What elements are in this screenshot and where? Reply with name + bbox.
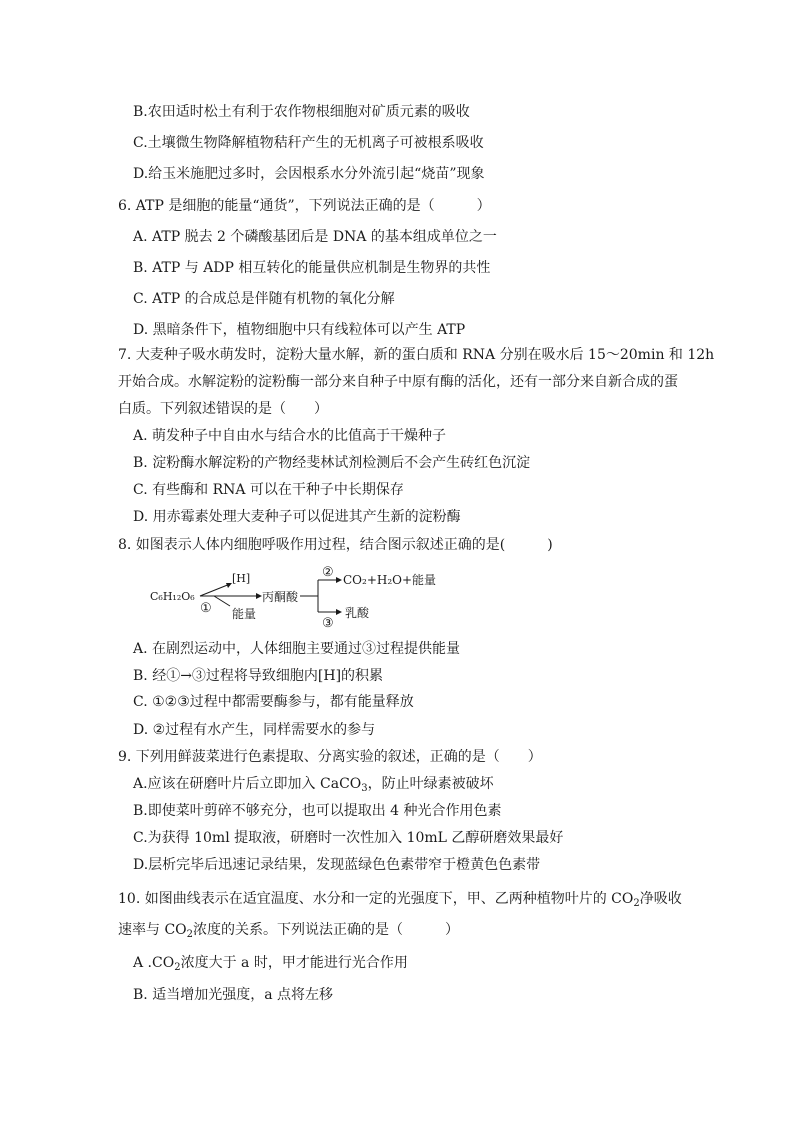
co2-h2o-energy-label: CO₂+H₂O+能量 [343, 573, 437, 587]
glucose-label: C₆H₁₂O₆ [150, 590, 195, 603]
q10-option-a-subscript: 2 [174, 962, 181, 973]
q5-option-d: D.给玉米施肥过多时，会因根系水分外流引起“烧苗”现象 [133, 166, 485, 182]
q7-stem-line-3: 白质。下列叙述错误的是（ ） [118, 401, 328, 417]
h-label: [H] [232, 572, 251, 585]
q9-option-a [133, 774, 494, 799]
q10-stem-text: 10. 如图曲线表示在适宜温度、水分和一定的光强度下，甲、乙两种植物叶片的 CO [118, 891, 634, 907]
q9-option-d: D.层析完毕后迅速记录结果，发现蓝绿色色素带窄于橙黄色色素带 [133, 857, 541, 873]
cell-respiration-diagram [148, 566, 448, 628]
q10-stem-text-2: 净吸收 [639, 891, 682, 907]
q7-option-a: A. 萌发种子中自由水与结合水的比值高于干燥种子 [133, 428, 447, 444]
step-2-label: ② [322, 566, 334, 580]
q6-stem: 6. ATP 是细胞的能量“通货”，下列说法正确的是（ ） [118, 198, 491, 214]
q10-stem2-text: 速率与 CO [118, 922, 187, 938]
q5-option-b: B.农田适时松土有利于农作物根细胞对矿质元素的吸收 [133, 104, 470, 120]
lactate-label: 乳酸 [345, 606, 370, 620]
pyruvate-label: 丙酮酸 [262, 590, 299, 604]
q6-option-a: A. ATP 脱去 2 个磷酸基团后是 DNA 的基本组成单位之一 [133, 229, 497, 245]
energy-label: 能量 [232, 607, 257, 621]
q10-stem-subscript: 2 [633, 898, 640, 909]
q10-option-a-text-2: 浓度大于 a 时，甲才能进行光合作用 [180, 955, 408, 971]
q8-stem: 8. 如图表示人体内细胞呼吸作用过程，结合图示叙述正确的是( ) [118, 537, 553, 553]
q6-option-b: B. ATP 与 ADP 相互转化的能量供应机制是生物界的共性 [133, 260, 491, 276]
q9-option-a-text: A.应该在研磨叶片后立即加入 CaCO [133, 776, 362, 792]
step-1-label: ① [200, 601, 212, 616]
q10-stem-line-2 [118, 920, 459, 945]
q10-stem2-text-2: 浓度的关系。下列说法正确的是（ ） [193, 922, 460, 938]
q8-option-b: B. 经①→③过程将导致细胞内[H]的积累 [133, 668, 384, 684]
q9-option-a-subscript: 3 [361, 783, 368, 794]
q9-option-a-text-2: ，防止叶绿素被破坏 [367, 776, 494, 792]
arrow-h-branch [200, 584, 230, 596]
q7-stem-line-2: 开始合成。水解淀粉的淀粉酶一部分来自种子中原有酶的活化，还有一部分来自新合成的蛋 [118, 374, 678, 390]
q7-option-c: C. 有些酶和 RNA 可以在干种子中长期保存 [133, 482, 404, 498]
q6-option-c: C. ATP 的合成总是伴随有机物的氧化分解 [133, 291, 395, 307]
arrowhead-co2 [336, 577, 342, 583]
arrow-energy-branch [214, 596, 230, 606]
q5-option-c: C.土壤微生物降解植物秸秆产生的无机离子可被根系吸收 [133, 135, 484, 151]
q10-option-a [133, 953, 408, 978]
q10-option-b: B. 适当增加光强度，a 点将左移 [133, 987, 333, 1003]
q8-option-a: A. 在剧烈运动中，人体细胞主要通过③过程提供能量 [133, 641, 461, 657]
q7-option-d: D. 用赤霉素处理大麦种子可以促进其产生新的淀粉酶 [133, 509, 461, 525]
q10-option-a-text: A .CO [133, 955, 175, 971]
arrowhead-lactate [336, 609, 342, 615]
q10-stem2-subscript: 2 [186, 929, 194, 940]
q6-option-d: D. 黑暗条件下，植物细胞中只有线粒体可以产生 ATP [133, 322, 466, 338]
q9-option-b: B.即使菜叶剪碎不够充分，也可以提取出 4 种光合作用色素 [133, 803, 502, 819]
q9-option-c: C.为获得 10ml 提取液，研磨时一次性加入 10mL 乙醇研磨效果最好 [133, 830, 564, 846]
q10-stem-line-1 [118, 889, 682, 914]
q8-option-d: D. ②过程有水产生，同样需要水的参与 [133, 722, 376, 738]
q7-stem-line-1: 7. 大麦种子吸水萌发时，淀粉大量水解，新的蛋白质和 RNA 分别在吸水后 15～20min 和 12h [118, 347, 715, 363]
q7-option-b: B. 淀粉酶水解淀粉的产物经斐林试剂检测后不会产生砖红色沉淀 [133, 455, 531, 471]
q9-stem: 9. 下列用鲜菠菜进行色素提取、分离实验的叙述，正确的是（ ） [118, 749, 542, 765]
q8-option-c: C. ①②③过程中都需要酶参与，都有能量释放 [133, 694, 414, 710]
step-3-label: ③ [322, 616, 334, 628]
